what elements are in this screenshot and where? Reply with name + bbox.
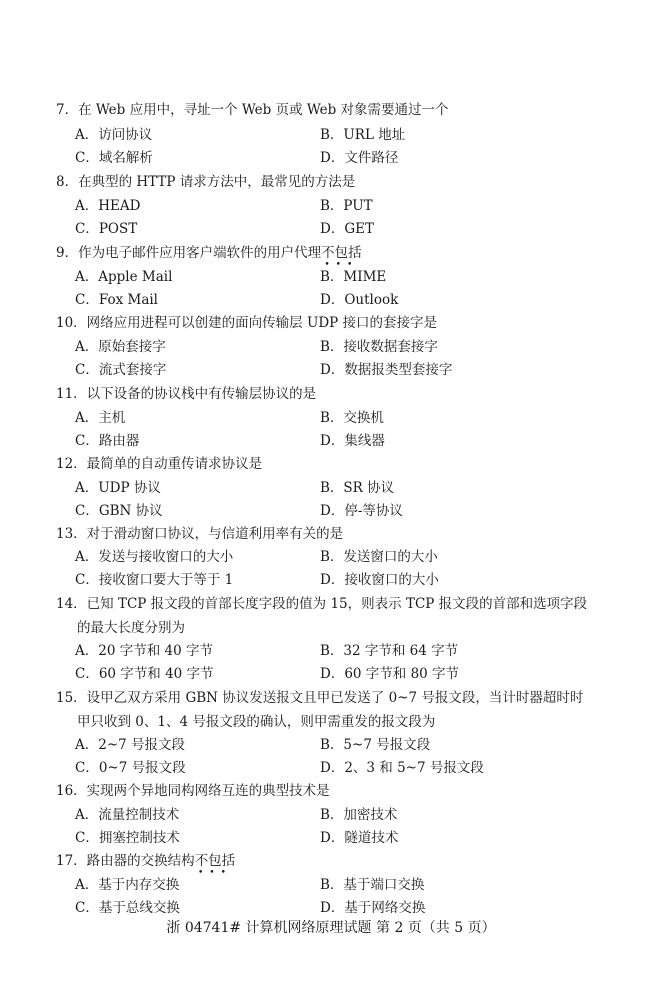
- answer-option: B．URL 地址: [320, 127, 406, 143]
- answer-option: A．主机: [75, 410, 126, 426]
- answer-option: C．GBN 协议: [75, 503, 163, 519]
- answer-option: C．基于总线交换: [75, 900, 180, 916]
- answer-option: B．PUT: [320, 198, 373, 214]
- answer-option: D．停-等协议: [320, 503, 403, 519]
- answer-option: D．隧道技术: [320, 830, 399, 846]
- question-stem: 12．最简单的自动重传请求协议是: [56, 456, 263, 472]
- answer-option: A．原始套接字: [75, 339, 166, 355]
- answer-option: D．2、3 和 5~7 号报文段: [320, 760, 484, 776]
- answer-option: B．5~7 号报文段: [320, 737, 431, 753]
- answer-option: C．路由器: [75, 433, 140, 449]
- answer-option: C．流式套接字: [75, 362, 167, 378]
- answer-option: D．文件路径: [320, 150, 399, 166]
- answer-option: D．集线器: [320, 433, 385, 449]
- question-stem: 的最大长度分别为: [77, 620, 185, 636]
- question-stem: 10．网络应用进程可以创建的面向传输层 UDP 接口的套接字是: [56, 315, 438, 331]
- answer-option: C．0~7 号报文段: [75, 760, 186, 776]
- answer-option: B．SR 协议: [320, 480, 395, 496]
- emphasized-text: 不包括 •••: [194, 853, 236, 878]
- answer-option: B．接收数据套接字: [320, 339, 438, 355]
- answer-option: D．Outlook: [320, 292, 399, 308]
- answer-option: C．拥塞控制技术: [75, 830, 180, 846]
- answer-option: B．交换机: [320, 410, 384, 426]
- answer-option: B．基于端口交换: [320, 877, 425, 893]
- question-stem: 17．路由器的交换结构不包括 •••: [56, 853, 236, 878]
- answer-option: D．数据报类型套接字: [320, 362, 453, 378]
- question-stem: 13．对于滑动窗口协议，与信道利用率有关的是: [56, 526, 344, 542]
- question-stem: 7．在 Web 应用中，寻址一个 Web 页或 Web 对象需要通过一个: [56, 102, 449, 118]
- question-stem: 9．作为电子邮件应用客户端软件的用户代理不包括 •••: [56, 245, 362, 270]
- question-stem: 15．设甲乙双方采用 GBN 协议发送报文且甲已发送了 0~7 号报文段，当计时器超时时: [56, 690, 584, 706]
- answer-option: C．Fox Mail: [75, 292, 158, 308]
- question-stem: 14．已知 TCP 报文段的首部长度字段的值为 15，则表示 TCP 报文段的首部和选项字段: [56, 596, 588, 612]
- answer-option: A．访问协议: [75, 127, 153, 143]
- emphasized-text: 不包括 •••: [321, 245, 362, 270]
- question-stem: 11．以下设备的协议栈中有传输层协议的是: [56, 386, 317, 402]
- answer-option: A．UDP 协议: [75, 480, 161, 496]
- answer-option: C．接收窗口要大于等于 1: [75, 572, 234, 588]
- answer-option: D．接收窗口的大小: [320, 572, 439, 588]
- answer-option: A．HEAD: [75, 198, 141, 214]
- answer-option: A．流量控制技术: [75, 807, 180, 823]
- answer-option: D．GET: [320, 221, 374, 237]
- question-stem: 16．实现两个异地同构网络互连的典型技术是: [56, 783, 330, 799]
- emphasis-dots: •••: [197, 868, 232, 878]
- question-stem: 甲只收到 0、1、4 号报文段的确认，则甲需重发的报文段为: [77, 714, 436, 730]
- answer-option: A．2~7 号报文段: [75, 737, 186, 753]
- answer-option: B．加密技术: [320, 807, 398, 823]
- answer-option: B．MIME: [320, 269, 387, 285]
- answer-option: C．60 字节和 40 字节: [75, 666, 214, 682]
- answer-option: A．Apple Mail: [75, 269, 173, 285]
- answer-option: C．域名解析: [75, 150, 153, 166]
- answer-option: D．60 字节和 80 字节: [320, 666, 460, 682]
- page-footer: 浙 04741# 计算机网络原理试题 第 2 页（共 5 页）: [166, 920, 496, 936]
- question-stem: 8．在典型的 HTTP 请求方法中，最常见的方法是: [56, 174, 356, 190]
- answer-option: A．基于内存交换: [75, 877, 180, 893]
- answer-option: B．32 字节和 64 字节: [320, 643, 459, 659]
- answer-option: D．基于网络交换: [320, 900, 426, 916]
- answer-option: A．发送与接收窗口的大小: [75, 549, 234, 565]
- answer-option: A．20 字节和 40 字节: [75, 643, 213, 659]
- answer-option: B．发送窗口的大小: [320, 549, 438, 565]
- emphasis-dots: •••: [324, 260, 359, 270]
- answer-option: C．POST: [75, 221, 138, 237]
